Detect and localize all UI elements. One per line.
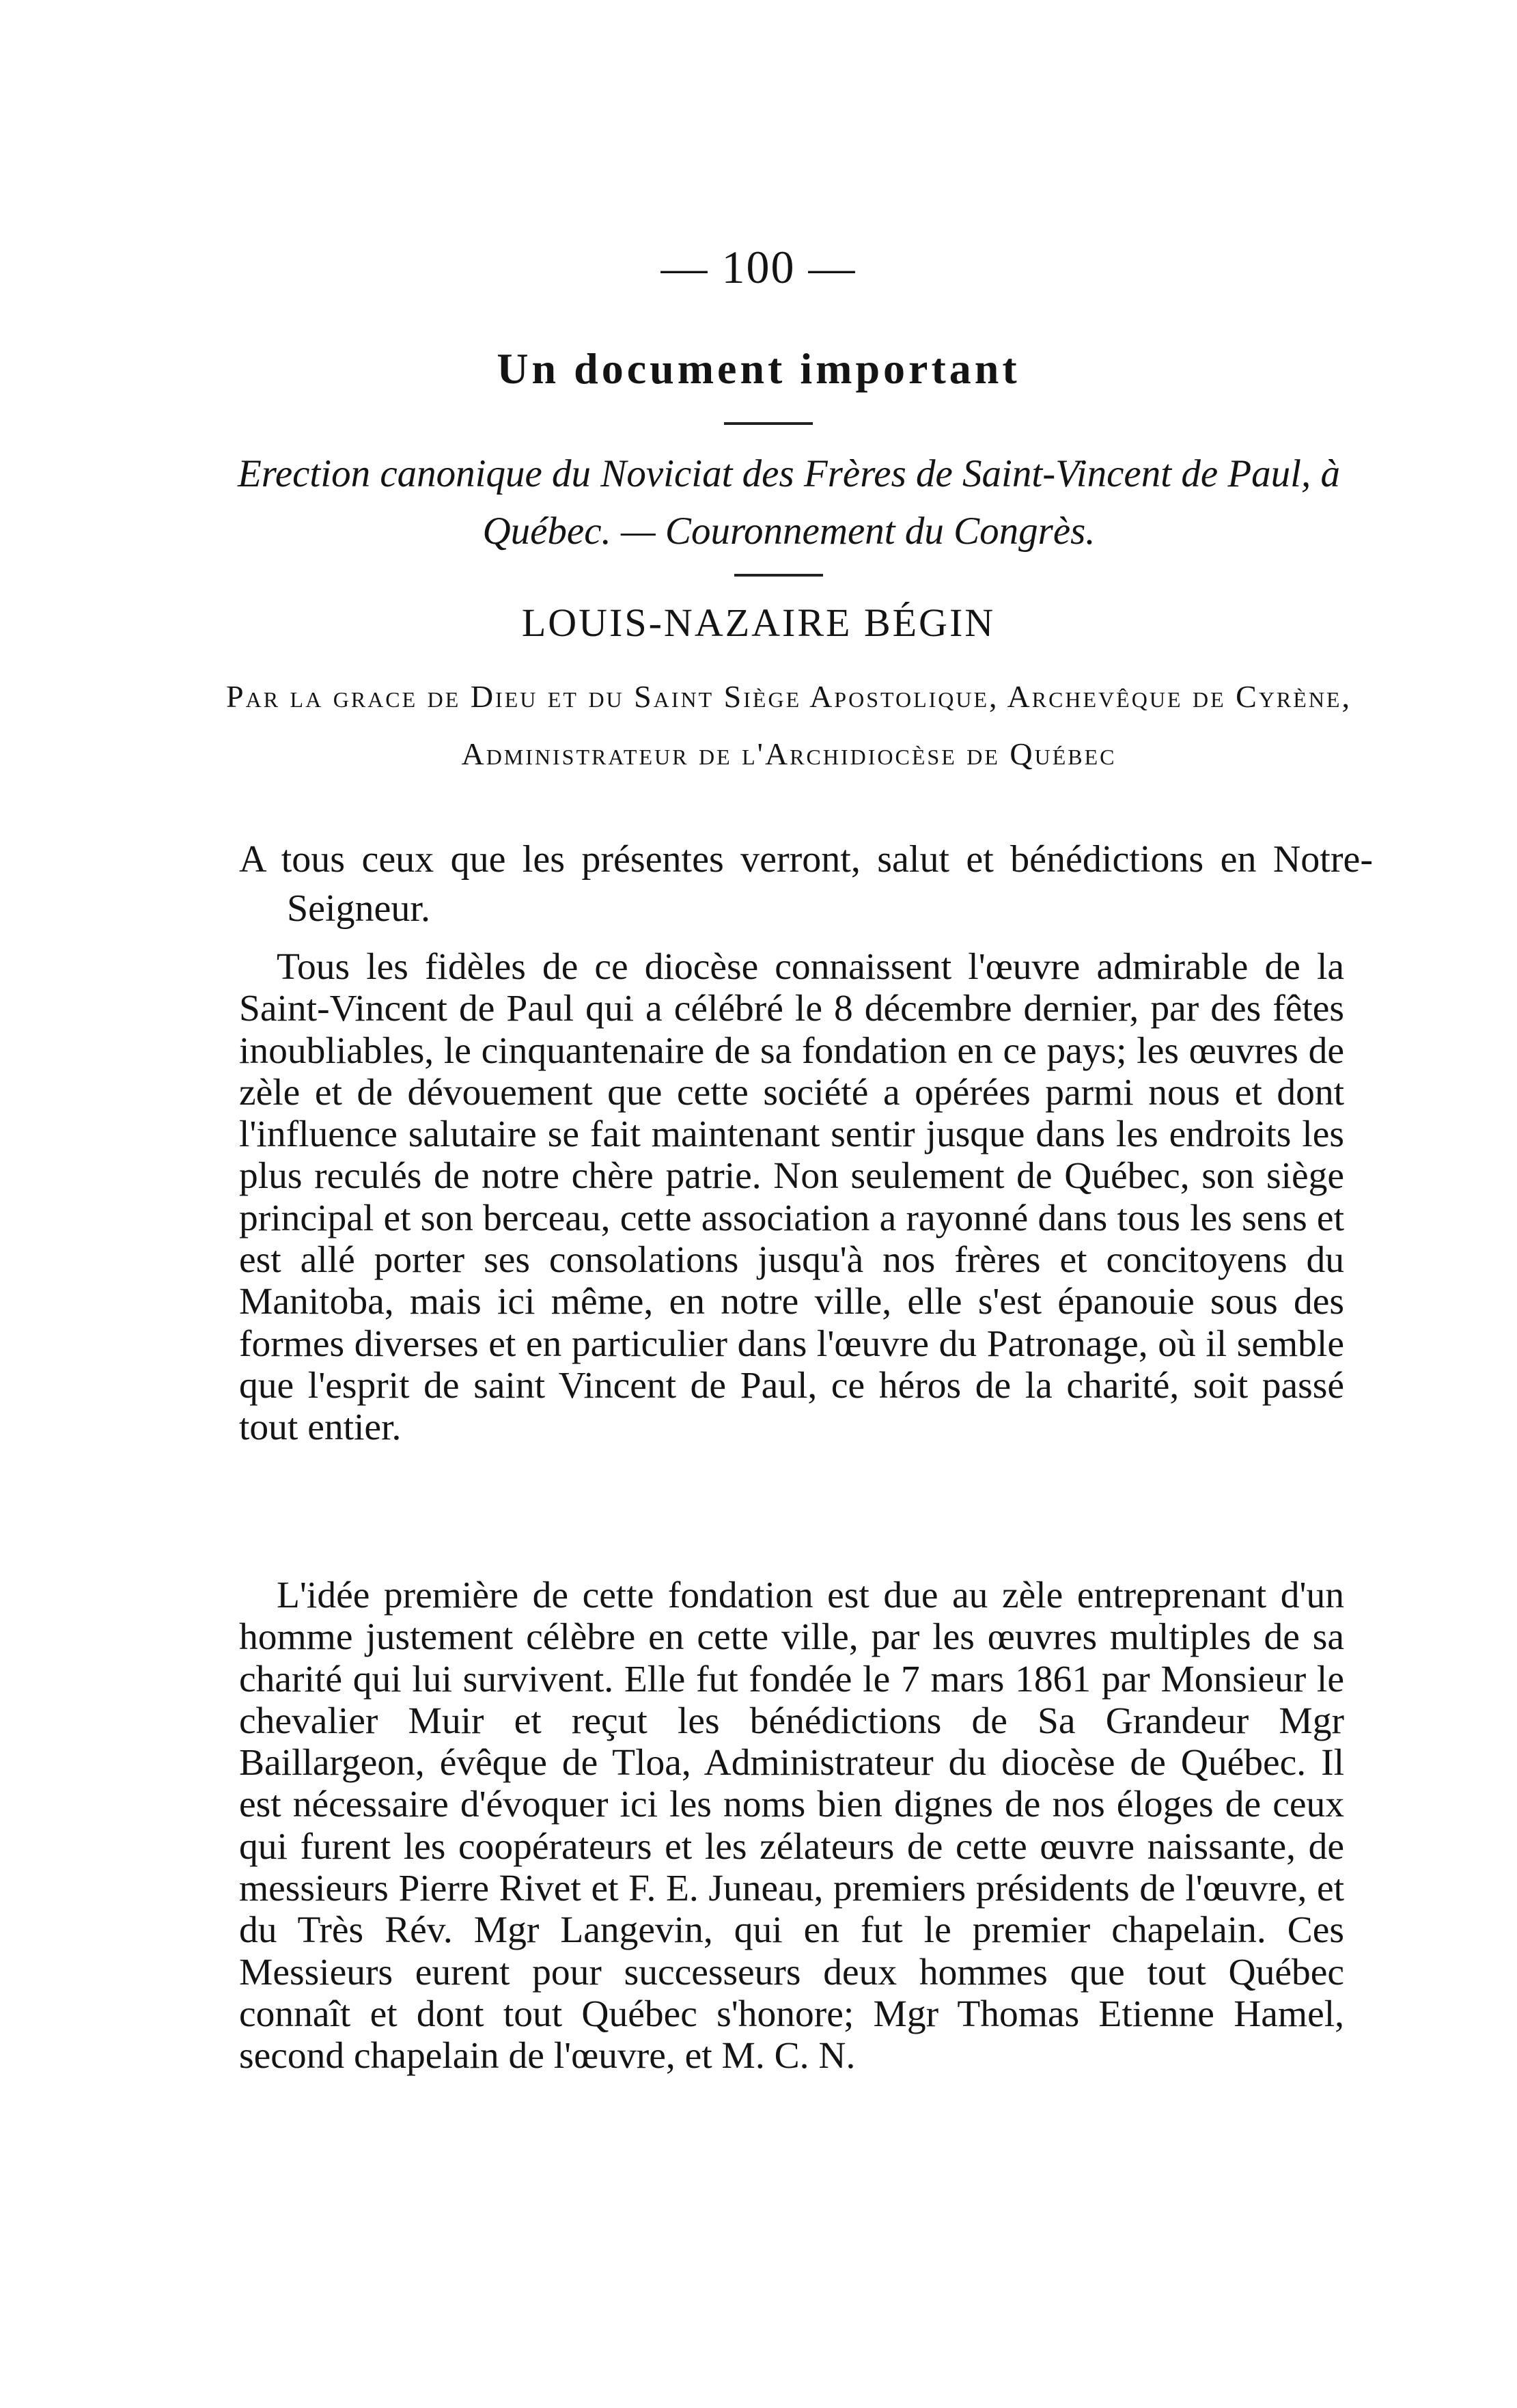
author-title: Par la grace de Dieu et du Saint Siège Apostolique, Archevêque de Cyrène, Administrateur de l'Archidiocèse de Québec	[226, 679, 1352, 771]
salutation: A tous ceux que les présentes verront, salut et bénédictions en Notre-Seigneur.	[239, 838, 1373, 930]
document-title: Un document important	[497, 344, 1020, 393]
document-subtitle: Erection canonique du Noviciat des Frères de Saint-Vincent de Paul, à Québec. — Couronnement du Congrès.	[237, 452, 1341, 553]
title-rule	[724, 422, 813, 425]
page-number: — 100 —	[660, 241, 857, 293]
subtitle-rule	[734, 574, 823, 577]
body-paragraph: L'idée première de cette fondation est due au zèle entreprenant d'un homme justement célèbre en cette ville, par les œuvres multiples de sa charité qui lui survivent. Elle fut fondée le 7 mars 1861 par Monsieur le chevalier Muir et reçut les bénédictions de Sa Grandeur Mgr Baillargeon, évêque de Tloa, Administrateur du diocèse de Québec. Il est nécessaire d'évoquer ici les noms bien dignes de nos éloges de ceux qui furent les coopérateurs et les zélateurs de cette œuvre naissante, de messieurs Pierre Rivet et F. E. Juneau, premiers présidents de l'œuvre, et du Très Rév. Mgr Langevin, qui en fut le premier chapelain. Ces Messieurs eurent pour successeurs deux hommes que tout Québec connaît et dont tout Québec s'honore; Mgr Thomas Etienne Hamel, second chapelain de l'œuvre, et M. C. N.	[239, 1575, 1344, 2077]
author-name: LOUIS-NAZAIRE BÉGIN	[521, 600, 996, 645]
body-paragraph: Tous les fidèles de ce diocèse connaissent l'œuvre admirable de la Saint-Vincent de Paul qui a célébré le 8 décembre dernier, par des fêtes inoubliables, le cinquantenaire de sa fondation en ce pays; les œuvres de zèle et de dévouement que cette société a opérées parmi nous et dont l'influence salutaire se fait maintenant sentir jusque dans les endroits les plus reculés de notre chère patrie. Non seulement de Québec, son siège principal et son berceau, cette association a rayonné dans tous les sens et est allé porter ses consolations jusqu'à nos frères et concitoyens du Manitoba, mais ici même, en notre ville, elle s'est épanouie sous des formes diverses et en particulier dans l'œuvre du Patronage, où il semble que l'esprit de saint Vincent de Paul, ce héros de la charité, soit passé tout entier.	[239, 946, 1344, 1449]
